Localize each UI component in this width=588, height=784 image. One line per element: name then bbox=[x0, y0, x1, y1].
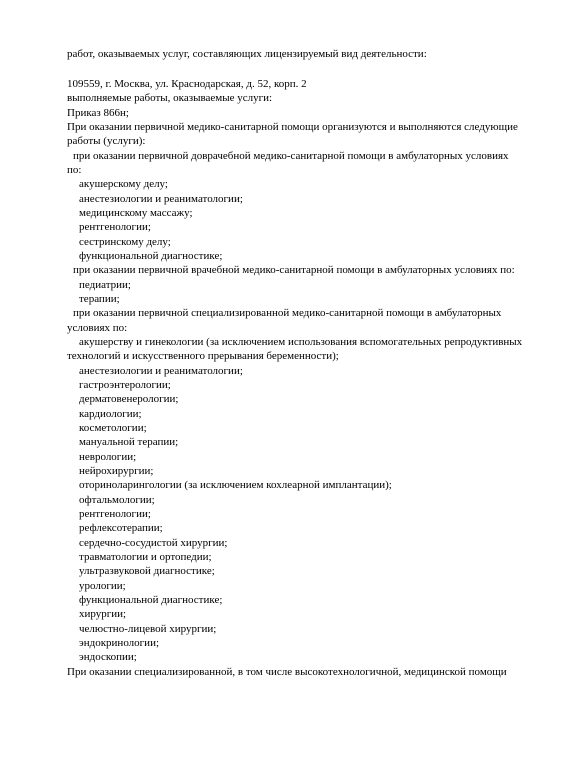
list-item: гастроэнтерологии; bbox=[79, 379, 171, 391]
list-item: кардиологии; bbox=[79, 408, 142, 420]
list-item: анестезиологии и реаниматологии; bbox=[79, 365, 243, 377]
list-item: рентгенологии; bbox=[79, 508, 151, 520]
list-item: медицинскому массажу; bbox=[79, 207, 193, 219]
text-line: технологий и искусственного прерывания беременности); bbox=[67, 350, 339, 362]
list-item: функциональной диагностике; bbox=[79, 250, 223, 262]
list-item: травматологии и ортопедии; bbox=[79, 551, 212, 563]
list-item: мануальной терапии; bbox=[79, 436, 179, 448]
list-item: рентгенологии; bbox=[79, 221, 151, 233]
list-item: рефлексотерапии; bbox=[79, 522, 163, 534]
list-item: педиатрии; bbox=[79, 279, 131, 291]
list-item: акушерству и гинекологии (за исключением использования вспомогательных репродуктивных bbox=[79, 336, 523, 348]
list-item: неврологии; bbox=[79, 451, 137, 463]
text-line: работы (услуги): bbox=[67, 135, 146, 147]
list-item: сестринскому делу; bbox=[79, 236, 171, 248]
list-item: нейрохирургии; bbox=[79, 465, 154, 477]
list-item: функциональной диагностике; bbox=[79, 594, 223, 606]
list-item: эндоскопии; bbox=[79, 651, 137, 663]
list-item: оториноларингологии (за исключением кохлеарной имплантации); bbox=[79, 479, 392, 491]
section-heading: при оказании первичной доврачебной медико-санитарной помощи в амбулаторных условиях bbox=[73, 150, 509, 162]
text-line: по: bbox=[67, 164, 82, 176]
list-item: эндокринологии; bbox=[79, 637, 160, 649]
list-item: косметологии; bbox=[79, 422, 147, 434]
address-line: 109559, г. Москва, ул. Краснодарская, д. 52, корп. 2 bbox=[67, 78, 307, 90]
list-item: терапии; bbox=[79, 293, 120, 305]
list-item: акушерскому делу; bbox=[79, 178, 168, 190]
list-item: анестезиологии и реаниматологии; bbox=[79, 193, 243, 205]
list-item: офтальмологии; bbox=[79, 494, 155, 506]
text-line: При оказании первичной медико-санитарной помощи организуются и выполняются следующие bbox=[67, 121, 518, 133]
section-heading: при оказании первичной специализированной медико-санитарной помощи в амбулаторных bbox=[73, 307, 502, 319]
text-line: При оказании специализированной, в том числе высокотехнологичной, медицинской помощи bbox=[67, 666, 507, 678]
list-item: дерматовенерологии; bbox=[79, 393, 179, 405]
list-item: сердечно-сосудистой хирургии; bbox=[79, 537, 228, 549]
list-item: челюстно-лицевой хирургии; bbox=[79, 623, 217, 635]
list-item: урологии; bbox=[79, 580, 126, 592]
text-line: условиях по: bbox=[67, 322, 128, 334]
list-item: ультразвуковой диагностике; bbox=[79, 565, 215, 577]
order-line: Приказ 866н; bbox=[67, 107, 129, 119]
text-line: работ, оказываемых услуг, составляющих лицензируемый вид деятельности: bbox=[67, 48, 427, 60]
section-heading: при оказании первичной врачебной медико-санитарной помощи в амбулаторных условиях по: bbox=[73, 264, 515, 276]
list-item: хирургии; bbox=[79, 608, 127, 620]
text-line: выполняемые работы, оказываемые услуги: bbox=[67, 92, 273, 104]
